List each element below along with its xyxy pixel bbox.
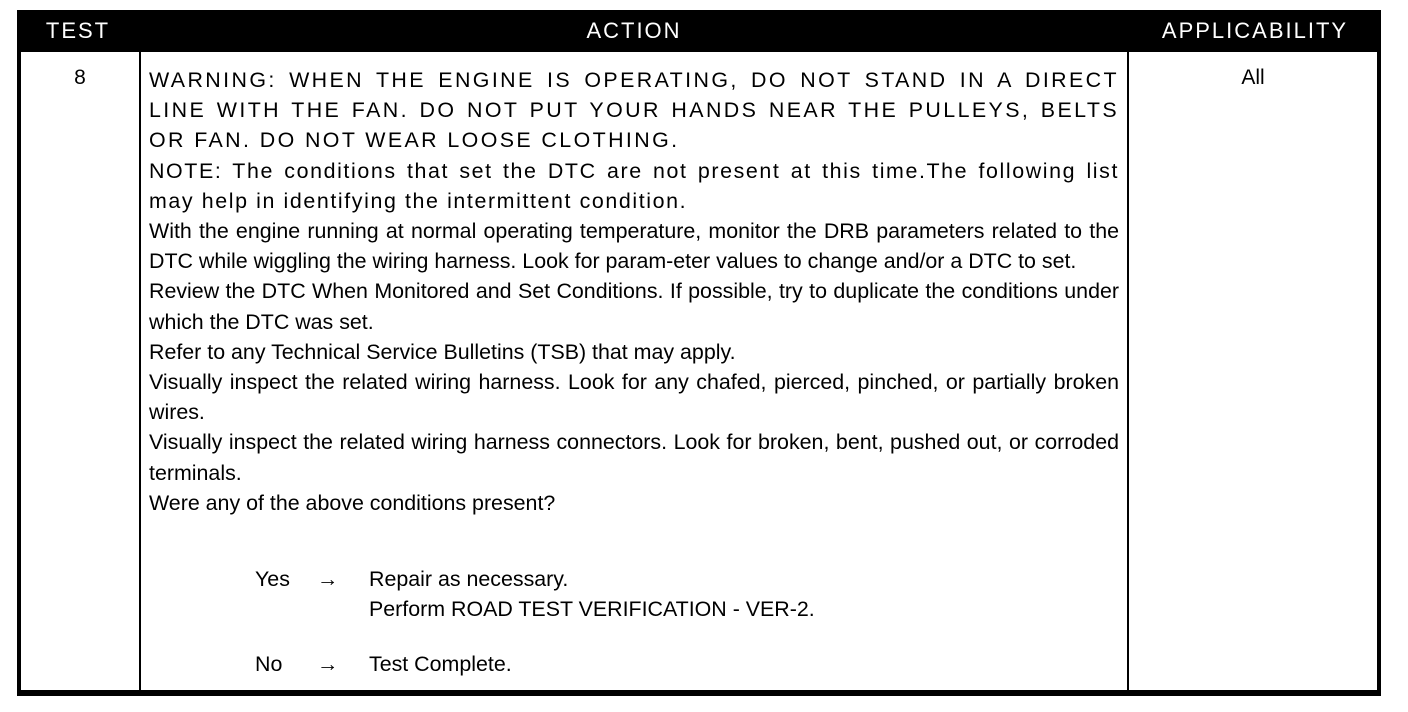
step-item: Visually inspect the related wiring harness connectors. Look for broken, bent, pushed out, or corroded terminals. bbox=[149, 430, 1119, 485]
procedure-table bbox=[17, 10, 1381, 696]
answer-no: No bbox=[255, 652, 283, 676]
result-yes-line1: Repair as necessary. bbox=[369, 567, 569, 591]
test-number: 8 bbox=[74, 66, 86, 89]
action-text bbox=[149, 65, 1119, 518]
applicability-value: All bbox=[1241, 66, 1265, 89]
result-yes-line2: Perform ROAD TEST VERIFICATION - VER-2. bbox=[369, 597, 815, 621]
header-applicability: APPLICABILITY bbox=[1161, 18, 1349, 43]
step-item: Refer to any Technical Service Bulletins (TSB) that may apply. bbox=[149, 339, 736, 364]
warning-text: WARNING: WHEN THE ENGINE IS OPERATING, DO NOT STAND IN A DIRECT LINE WITH THE FAN. DO NOT PUT YOUR HANDS NEAR THE PULLEYS, BELTS OR FAN. DO NOT WEAR LOOSE CLOTHING. bbox=[149, 68, 1119, 153]
note-text: NOTE: The conditions that set the DTC are not present at this time.The following list may help in identifying the intermittent condition. bbox=[149, 158, 1119, 213]
step-item: Visually inspect the related wiring harness. Look for any chafed, pierced, pinched, or partially broken wires. bbox=[149, 370, 1119, 425]
test-cell bbox=[21, 52, 139, 690]
result-yes bbox=[369, 564, 969, 624]
result-no: Test Complete. bbox=[369, 652, 512, 676]
header-action: ACTION bbox=[586, 18, 682, 43]
header-test: TEST bbox=[45, 18, 111, 43]
arrow-right-icon: → bbox=[317, 567, 339, 591]
question-text: Were any of the above conditions present? bbox=[149, 490, 556, 515]
step-item: Review the DTC When Monitored and Set Conditions. If possible, try to duplicate the conditions under which the DTC was set. bbox=[149, 279, 1119, 334]
applicability-cell bbox=[1129, 52, 1377, 690]
step-item: With the engine running at normal operating temperature, monitor the DRB parameters related to the DTC while wiggling the wiring harness. Look for param-eter values to change and/or a DTC to set. bbox=[149, 219, 1119, 274]
action-cell bbox=[141, 52, 1127, 690]
answer-yes: Yes bbox=[255, 567, 290, 591]
arrow-right-icon: → bbox=[317, 652, 339, 676]
